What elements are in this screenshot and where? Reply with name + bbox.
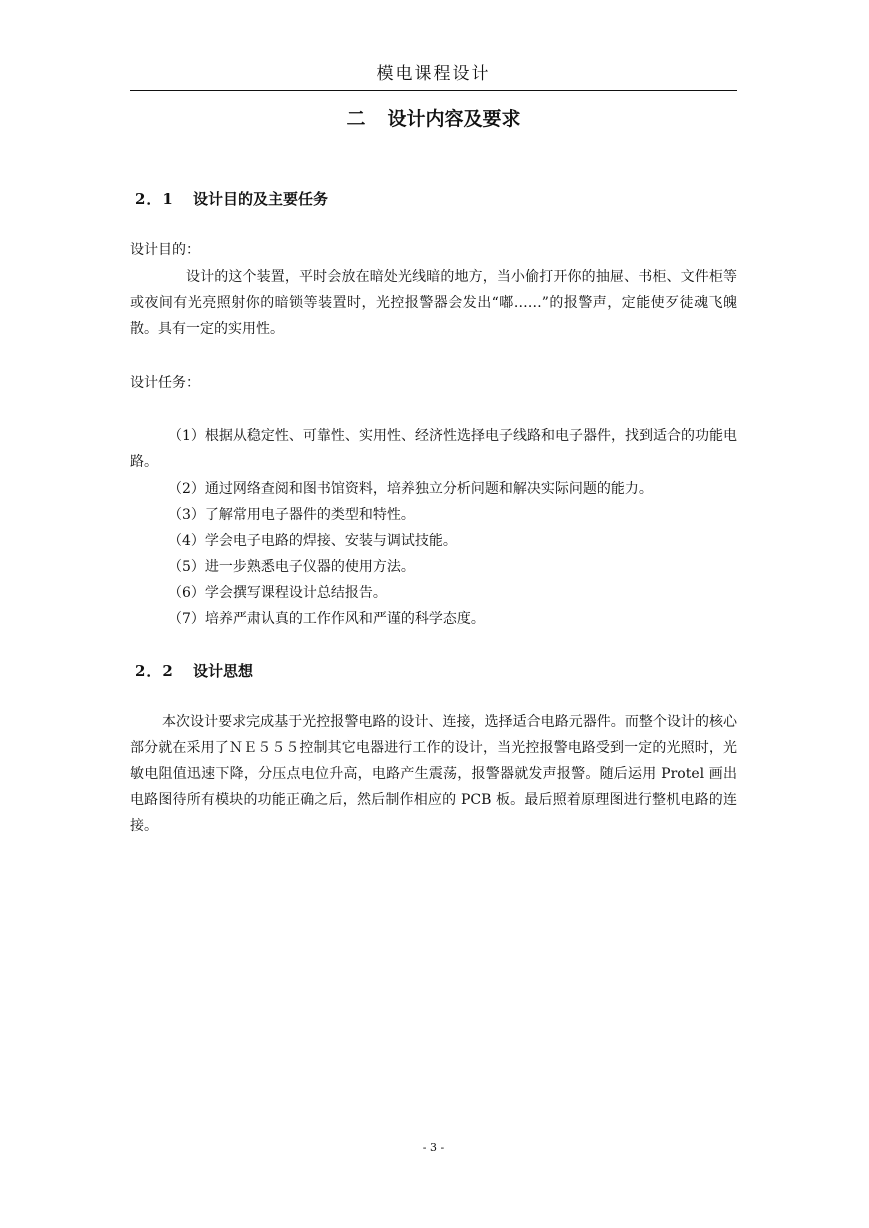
task-item: （1）根据从稳定性、可靠性、实用性、经济性选择电子线路和电子器件，找到适合的功能电路。 [130, 428, 737, 470]
chapter-number: 二 [346, 108, 366, 130]
task-item: （7）培养严肃认真的工作作风和严谨的科学态度。 [168, 611, 485, 627]
page-number: - 3 - [422, 1141, 445, 1154]
chapter-title-text: 设计内容及要求 [387, 108, 521, 130]
task-item: （6）学会撰写课程设计总结报告。 [168, 585, 387, 601]
design-idea-paragraph: 本次设计要求完成基于光控报警电路的设计、连接，选择适合电路元器件。而整个设计的核心部分就在采用了ＮＥ５５５控制其它电器进行工作的设计，当光控报警电路受到一定的光照时，光敏电阻值迅速下降，分压点电位升高，电路产生震荡，报警器就发声报警。随后运用 Protel 画出电路图待所有模块的功能正确之后，然后制作相应的 PCB 板。最后照着原理图进行整机电路的连接。 [130, 714, 737, 834]
chapter-title [130, 106, 737, 132]
running-header-title: 模电课程设计 [376, 64, 491, 84]
task-item: （2）通过网络查阅和图书馆资料，培养独立分析问题和解决实际问题的能力。 [168, 481, 653, 497]
section-title: 设计目的及主要任务 [193, 190, 329, 208]
section-heading-2-1 [135, 188, 328, 210]
purpose-paragraph: 设计的这个装置，平时会放在暗处光线暗的地方，当小偷打开你的抽屉、书柜、文件柜等或夜间有光亮照射你的暗锁等装置时，光控报警器会发出“嘟……”的报警声，定能使歹徒魂飞魄散。具有一定的实用性。 [130, 269, 737, 337]
task-item: （4）学会电子电路的焊接、安装与调试技能。 [168, 533, 457, 549]
header-divider [130, 90, 737, 91]
task-item: （5）进一步熟悉电子仪器的使用方法。 [168, 559, 415, 575]
tasks-label: 设计任务： [130, 375, 200, 391]
section-number: 2．2 [135, 662, 174, 680]
section-heading-2-2 [135, 660, 253, 682]
section-number: 2．1 [135, 190, 174, 208]
task-item: （3）了解常用电子器件的类型和特性。 [168, 507, 415, 523]
purpose-label: 设计目的： [130, 242, 200, 258]
section-title: 设计思想 [193, 662, 254, 680]
